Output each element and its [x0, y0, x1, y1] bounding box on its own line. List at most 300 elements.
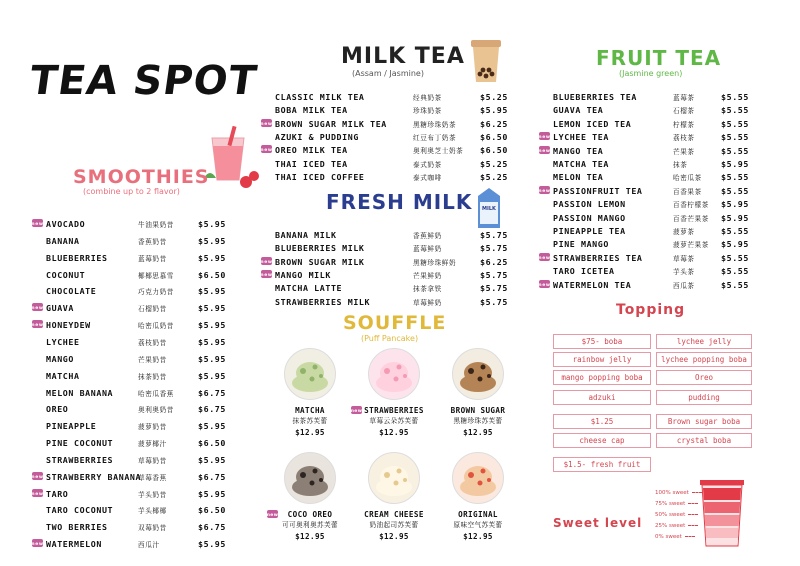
item-chinese-name: 蓝莓奶昔 — [138, 254, 167, 263]
item-chinese-name: 黑糖珍珠鲜奶 — [413, 258, 457, 267]
item-price: $6.50 — [198, 438, 226, 449]
item-name: BANANA — [46, 235, 80, 246]
souffle-price: $12.95 — [379, 428, 409, 437]
topping-item: $1.5- fresh fruit — [553, 457, 651, 472]
item-chinese-name: 草莓鲜奶 — [413, 298, 442, 307]
souffle-name: COCO OREO — [287, 510, 333, 519]
item-price: $5.95 — [198, 454, 226, 465]
fruit-tea-subtitle: (Jasmine green) — [619, 69, 683, 78]
topping-item: Oreo — [656, 370, 752, 385]
item-chinese-name: 香蕉鲜奶 — [413, 232, 442, 240]
souffle-item — [265, 452, 355, 541]
menu-item — [46, 286, 236, 299]
souffle-photo — [368, 348, 420, 400]
menu-item — [32, 219, 236, 232]
sweet-level-dash — [688, 525, 698, 526]
item-name: OREO — [46, 404, 69, 415]
item-price: $5.95 — [721, 199, 749, 210]
item-chinese-name: 哈密瓜香蕉 — [138, 389, 174, 398]
item-name: PASSIONFRUIT TEA — [553, 185, 643, 196]
item-chinese-name: 抹茶奶昔 — [138, 372, 167, 381]
item-price: $5.95 — [198, 303, 226, 314]
item-price: $6.75 — [198, 387, 226, 398]
item-chinese-name: 椰椰思慕雪 — [138, 271, 174, 280]
sweet-level-dash — [692, 492, 702, 493]
menu-item — [553, 105, 753, 118]
item-chinese-name: 巧克力奶昔 — [138, 288, 174, 297]
item-chinese-name: 芋头椰椰 — [138, 507, 167, 516]
menu-item — [539, 185, 753, 199]
item-price: $5.95 — [198, 336, 226, 347]
menu-item — [275, 92, 510, 105]
item-chinese-name: 西瓜茶 — [673, 281, 695, 290]
souffle-chinese-name: 草莓云朵苏芙蕾 — [369, 417, 419, 425]
item-name: STRAWBERRIES MILK — [275, 296, 371, 307]
new-badge-icon — [32, 472, 43, 480]
topping-item: crystal boba — [656, 433, 752, 448]
item-chinese-name: 荔枝茶 — [673, 134, 695, 143]
item-name: STRAWBERRIES TEA — [553, 252, 643, 263]
menu-item — [275, 105, 510, 118]
svg-text:new: new — [539, 148, 550, 154]
svg-text:new: new — [32, 306, 43, 312]
item-chinese-name: 荔枝奶昔 — [138, 338, 167, 347]
item-price: $5.55 — [721, 226, 749, 236]
item-chinese-name: 红豆布丁奶茶 — [413, 133, 457, 142]
menu-item — [553, 213, 753, 226]
item-chinese-name: 蓝莓鲜奶 — [413, 245, 442, 254]
topping-item: Brown sugar boba — [656, 414, 752, 429]
menu-item — [553, 239, 753, 252]
menu-item — [553, 199, 753, 212]
new-badge-icon — [261, 119, 272, 127]
menu-item — [32, 539, 236, 552]
menu-item — [553, 159, 753, 172]
svg-text:new: new — [32, 222, 43, 227]
item-chinese-name: 奥利奥奶昔 — [138, 406, 174, 415]
new-badge-icon — [539, 132, 550, 140]
item-price: $5.95 — [198, 320, 226, 331]
sweet-level-label: 50% sweet — [655, 512, 698, 518]
item-name: BOBA MILK TEA — [275, 105, 348, 116]
sweet-level-label: 0% sweet — [655, 534, 695, 540]
souffle-item — [349, 348, 439, 437]
topping-item: adzuki — [553, 390, 651, 405]
item-chinese-name: 芋头奶昔 — [138, 490, 167, 499]
item-price: $5.95 — [198, 353, 226, 364]
smoothies-subtitle: (combine up to 2 flavor) — [83, 187, 180, 196]
item-price: $5.25 — [480, 92, 508, 102]
item-price: $5.25 — [480, 158, 508, 169]
item-price: $5.55 — [721, 185, 749, 196]
topping-item: cheese cap — [553, 433, 651, 448]
souffle-item — [349, 452, 439, 541]
new-badge-icon — [32, 320, 43, 328]
item-name: TWO BERRIES — [46, 522, 108, 533]
souffle-name: BROWN SUGAR — [450, 406, 506, 415]
svg-text:new: new — [261, 148, 272, 154]
item-price: $5.75 — [480, 243, 508, 254]
souffle-title: SOUFFLE — [343, 312, 447, 334]
item-price: $5.55 — [721, 118, 749, 129]
item-name: TARO — [46, 488, 69, 499]
item-chinese-name: 经典奶茶 — [413, 94, 442, 102]
menu-item — [275, 230, 510, 243]
menu-item — [46, 421, 236, 434]
item-name: MATCHA TEA — [553, 159, 609, 169]
item-name: AZUKI & PUDDING — [275, 131, 359, 142]
item-chinese-name: 芒果奶昔 — [138, 355, 167, 364]
menu-item — [553, 119, 753, 132]
item-name: THAI ICED TEA — [275, 158, 348, 169]
item-name: BLUEBERRIES — [46, 252, 108, 263]
souffle-photo — [452, 452, 504, 504]
menu-item — [46, 505, 236, 518]
new-badge-icon — [539, 146, 550, 154]
item-chinese-name: 蓝莓茶 — [673, 94, 695, 102]
item-price: $5.95 — [480, 105, 508, 116]
item-price: $5.75 — [480, 296, 508, 307]
item-price: $6.75 — [198, 522, 226, 533]
menu-item — [553, 172, 753, 185]
item-price: $5.95 — [721, 239, 749, 250]
svg-text:new: new — [261, 259, 272, 265]
item-price: $5.95 — [198, 252, 226, 263]
item-name: OREO MILK TEA — [275, 145, 348, 156]
new-badge-icon — [261, 145, 272, 153]
svg-text:new: new — [351, 409, 362, 414]
item-chinese-name: 芒果鲜奶 — [413, 271, 442, 280]
item-price: $5.55 — [721, 132, 749, 143]
new-badge-icon — [32, 489, 43, 497]
sweet-level-label: 25% sweet — [655, 523, 698, 529]
item-name: COCONUT — [46, 269, 86, 280]
menu-item — [539, 145, 753, 159]
item-name: PINEAPPLE TEA — [553, 226, 626, 236]
item-price: $5.55 — [721, 266, 749, 277]
item-chinese-name: 香蕉奶昔 — [138, 237, 167, 246]
item-name: LYCHEE TEA — [553, 132, 609, 143]
menu-item — [539, 279, 753, 293]
souffle-name: STRAWBERRIES — [364, 406, 424, 415]
menu-item — [275, 283, 510, 296]
souffle-photo — [452, 348, 504, 400]
item-name: LYCHEE — [46, 336, 80, 347]
new-badge-icon — [261, 270, 272, 278]
souffle-name-row — [349, 406, 439, 415]
menu-item — [32, 303, 236, 316]
item-price: $6.50 — [198, 505, 226, 516]
item-name: BROWN SUGAR MILK TEA — [275, 118, 387, 129]
menu-item — [275, 172, 510, 185]
souffle-price: $12.95 — [295, 532, 325, 541]
item-name: PINE COCONUT — [46, 438, 114, 449]
svg-text:new: new — [32, 491, 43, 497]
item-chinese-name: 芒果茶 — [673, 147, 695, 156]
souffle-name-row — [349, 510, 439, 519]
topping-item: rainbow jelly — [553, 352, 651, 367]
milk-carton-illustration — [474, 186, 504, 230]
item-price: $5.95 — [198, 421, 226, 432]
item-chinese-name: 百香芒果茶 — [673, 214, 709, 223]
item-name: AVOCADO — [46, 219, 86, 229]
menu-item — [32, 471, 236, 485]
item-price: $6.50 — [480, 131, 508, 142]
item-price: $5.55 — [721, 92, 749, 102]
svg-text:new: new — [32, 323, 43, 329]
item-price: $6.25 — [480, 256, 508, 267]
item-price: $6.75 — [198, 471, 226, 482]
menu-item — [46, 371, 236, 384]
item-chinese-name: 牛油果奶昔 — [138, 221, 174, 229]
item-chinese-name: 泰式咖啡 — [413, 173, 442, 182]
item-chinese-name: 草莓香蕉 — [138, 473, 167, 482]
svg-text:new: new — [267, 513, 278, 518]
item-name: BLUEBERRIES MILK — [275, 243, 365, 254]
new-badge-icon — [32, 219, 43, 227]
menu-item — [275, 243, 510, 256]
brand-title: TEA SPOT — [26, 58, 261, 104]
souffle-photo — [368, 452, 420, 504]
item-price: $5.95 — [198, 370, 226, 381]
menu-item — [275, 297, 510, 310]
svg-text:new: new — [539, 255, 550, 261]
sweet-level-label: 75% sweet — [655, 501, 698, 507]
item-price: $6.50 — [198, 269, 226, 280]
item-chinese-name: 柠檬茶 — [673, 120, 695, 129]
sweet-level-dash — [685, 536, 695, 537]
item-name: PINEAPPLE — [46, 421, 97, 432]
item-chinese-name: 双莓奶昔 — [138, 524, 167, 533]
item-price: $6.75 — [198, 404, 226, 415]
item-name: PINE MANGO — [553, 239, 609, 250]
topping-item: $1.25 — [553, 414, 651, 429]
sweet-level-cup — [700, 480, 744, 548]
item-name: GUAVA — [46, 303, 74, 314]
item-price: $5.75 — [480, 230, 508, 240]
souffle-chinese-name: 奶油起司苏芙蕾 — [369, 521, 419, 529]
menu-item — [539, 252, 753, 266]
item-name: MELON TEA — [553, 172, 604, 183]
souffle-price: $12.95 — [295, 428, 325, 437]
new-badge-icon — [539, 186, 550, 194]
item-price: $5.95 — [198, 219, 226, 229]
item-name: MANGO — [46, 353, 74, 364]
souffle-name: ORIGINAL — [458, 510, 498, 519]
svg-text:new: new — [539, 188, 550, 194]
new-badge-icon — [32, 303, 43, 311]
menu-item — [46, 438, 236, 451]
item-name: HONEYDEW — [46, 320, 91, 331]
topping-item: mango popping boba — [553, 370, 651, 385]
souffle-photo — [284, 452, 336, 504]
item-price: $5.95 — [721, 212, 749, 223]
item-price: $5.55 — [721, 252, 749, 263]
fruit-tea-title: FRUIT TEA — [596, 46, 722, 70]
item-chinese-name: 菠萝奶昔 — [138, 423, 167, 432]
item-chinese-name: 哈密瓜茶 — [673, 174, 702, 183]
souffle-item — [433, 452, 523, 541]
item-price: $5.95 — [198, 539, 226, 550]
souffle-name: CREAM CHEESE — [364, 510, 424, 519]
item-chinese-name: 西瓜汁 — [138, 541, 160, 550]
souffle-name-row — [265, 406, 355, 415]
menu-item — [46, 404, 236, 417]
item-price: $6.50 — [480, 145, 508, 156]
item-price: $5.75 — [480, 283, 508, 294]
sweet-level-title: Sweet level — [553, 516, 643, 530]
menu-item — [261, 118, 510, 132]
item-name: BROWN SUGAR MILK — [275, 256, 365, 267]
item-chinese-name: 哈密瓜奶昔 — [138, 322, 174, 331]
item-chinese-name: 珍珠奶茶 — [413, 107, 442, 116]
svg-text:new: new — [32, 542, 43, 548]
souffle-price: $12.95 — [463, 532, 493, 541]
souffle-subtitle: (Puff Pancake) — [361, 334, 419, 343]
sweet-level-label: 100% sweet — [655, 490, 702, 496]
topping-item: lychee popping boba — [656, 352, 752, 367]
item-name: TARO ICETEA — [553, 266, 615, 277]
menu-item — [275, 159, 510, 172]
menu-item — [553, 226, 753, 239]
souffle-item — [433, 348, 523, 437]
menu-item — [46, 388, 236, 401]
menu-item — [553, 92, 753, 105]
item-price: $5.95 — [198, 235, 226, 246]
item-price: $5.75 — [480, 269, 508, 280]
new-badge-icon — [351, 406, 362, 414]
new-badge-icon — [539, 280, 550, 288]
menu-item — [46, 270, 236, 283]
sweet-level-dash — [688, 514, 698, 515]
menu-item — [539, 132, 753, 145]
svg-text:new: new — [32, 474, 43, 480]
item-name: THAI ICED COFFEE — [275, 171, 365, 182]
menu-item — [46, 253, 236, 266]
item-price: $5.55 — [721, 279, 749, 290]
item-chinese-name: 百香柠檬茶 — [673, 201, 709, 210]
item-price: $5.55 — [721, 105, 749, 116]
item-chinese-name: 草莓茶 — [673, 254, 695, 263]
item-name: MATCHA LATTE — [275, 283, 343, 294]
item-name: STRAWBERRY BANANA — [46, 471, 142, 482]
item-chinese-name: 芋头茶 — [673, 268, 695, 277]
item-chinese-name: 菠萝芒果茶 — [673, 241, 709, 250]
topping-item: $75- boba — [553, 334, 651, 349]
topping-item: pudding — [656, 390, 752, 405]
item-name: MANGO TEA — [553, 145, 604, 156]
topping-item: lychee jelly — [656, 334, 752, 349]
item-price: $5.25 — [480, 171, 508, 182]
souffle-chinese-name: 可可奥利奥苏芙蕾 — [282, 521, 338, 529]
item-name: CLASSIC MILK TEA — [275, 92, 365, 102]
new-badge-icon — [32, 539, 43, 547]
souffle-name-row — [433, 510, 523, 519]
milk-tea-title: MILK TEA — [341, 44, 465, 69]
item-name: BANANA MILK — [275, 230, 337, 240]
item-chinese-name: 菠萝茶 — [673, 228, 695, 236]
item-chinese-name: 抹茶拿铁 — [413, 285, 442, 294]
svg-text:new: new — [539, 135, 550, 141]
item-name: CHOCOLATE — [46, 286, 97, 297]
item-name: GUAVA TEA — [553, 105, 604, 116]
menu-item — [261, 145, 510, 158]
item-price: $5.95 — [198, 488, 226, 499]
souffle-price: $12.95 — [463, 428, 493, 437]
new-badge-icon — [267, 510, 278, 518]
item-name: WATERMELON — [46, 539, 102, 550]
item-chinese-name: 泰式奶茶 — [413, 160, 442, 169]
item-name: BLUEBERRIES TEA — [553, 92, 637, 102]
menu-item — [46, 236, 236, 249]
menu-item — [46, 522, 236, 535]
item-name: TARO COCONUT — [46, 505, 114, 516]
menu-item — [261, 269, 510, 283]
item-name: LEMON ICED TEA — [553, 118, 632, 129]
item-price: $6.25 — [480, 118, 508, 129]
new-badge-icon — [539, 253, 550, 261]
milk-tea-subtitle: (Assam / Jasmine) — [352, 69, 424, 78]
item-chinese-name: 抹茶 — [673, 161, 688, 169]
svg-text:new: new — [261, 272, 272, 278]
item-name: MANGO MILK — [275, 269, 331, 280]
menu-item — [553, 266, 753, 279]
item-chinese-name: 石榴茶 — [673, 107, 695, 116]
fresh-milk-title: FRESH MILK — [326, 190, 473, 214]
souffle-photo — [284, 348, 336, 400]
item-chinese-name: 石榴奶昔 — [138, 305, 167, 314]
item-name: MATCHA — [46, 370, 80, 381]
item-price: $5.55 — [721, 172, 749, 183]
item-chinese-name: 菠萝椰汁 — [138, 440, 167, 449]
topping-title: Topping — [616, 302, 686, 318]
item-name: MELON BANANA — [46, 387, 114, 398]
souffle-chinese-name: 原味空气苏芙蕾 — [453, 521, 503, 529]
item-chinese-name: 黑糖珍珠奶茶 — [413, 120, 457, 129]
item-name: PASSION LEMON — [553, 199, 626, 210]
souffle-item — [265, 348, 355, 437]
item-name: WATERMELON TEA — [553, 279, 632, 290]
svg-text:new: new — [261, 121, 272, 127]
menu-item — [261, 256, 510, 270]
milk-carton-label: MILK — [482, 206, 496, 212]
souffle-chinese-name: 抹茶苏芙蕾 — [292, 417, 328, 425]
menu-item — [32, 488, 236, 502]
sweet-level-dash — [688, 503, 698, 504]
menu-item — [46, 337, 236, 350]
new-badge-icon — [261, 257, 272, 265]
item-price: $5.95 — [721, 159, 749, 169]
item-chinese-name: 百香果茶 — [673, 187, 702, 196]
souffle-name-row — [433, 406, 523, 415]
souffle-chinese-name: 黑糖珍珠苏芙蕾 — [453, 417, 503, 425]
menu-item — [46, 354, 236, 367]
item-chinese-name: 奥利奥芝士奶茶 — [413, 147, 464, 156]
souffle-name: MATCHA — [295, 406, 325, 415]
smoothies-title: SMOOTHIES — [73, 166, 210, 188]
souffle-price: $12.95 — [379, 532, 409, 541]
item-price: $5.95 — [198, 286, 226, 297]
item-chinese-name: 草莓奶昔 — [138, 456, 167, 465]
svg-text:new: new — [539, 282, 550, 288]
item-name: STRAWBERRIES — [46, 454, 114, 465]
menu-item — [46, 455, 236, 468]
item-price: $5.55 — [721, 145, 749, 156]
menu-item — [275, 132, 510, 145]
souffle-name-row — [265, 510, 355, 519]
menu-item — [32, 320, 236, 333]
item-name: PASSION MANGO — [553, 212, 626, 223]
